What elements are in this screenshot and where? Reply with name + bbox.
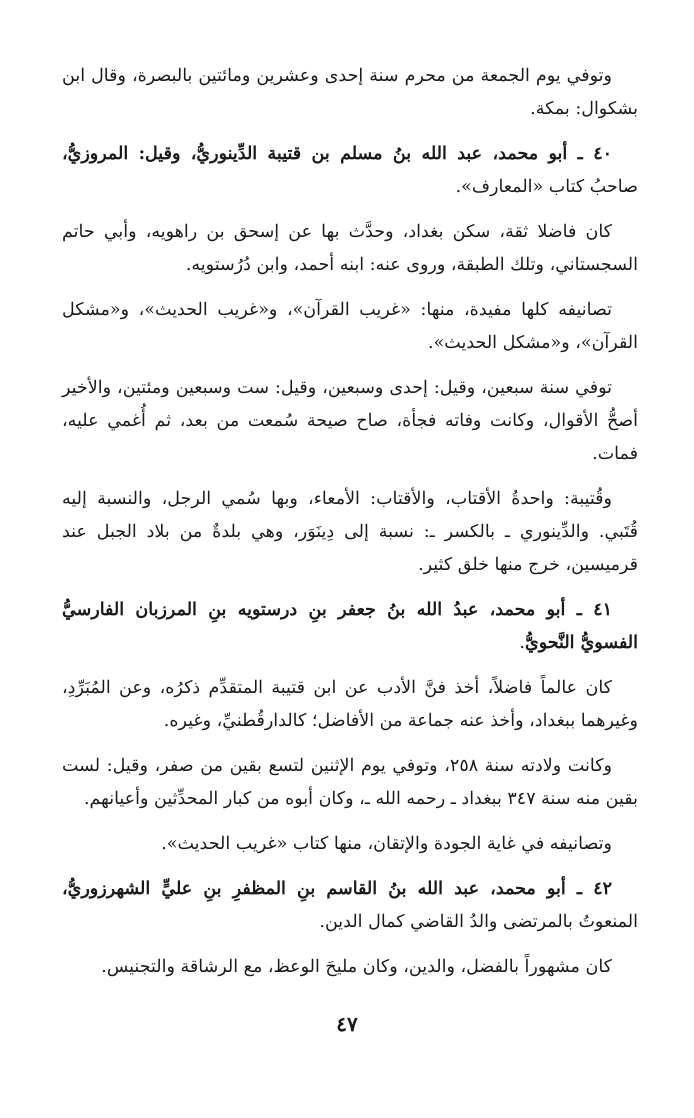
paragraph-text: وقُتيبة: واحدةُ الأقتاب، والأقتاب: الأمعاء، وبها سُمي الرجل، والنسبة إليه قُتَبي. والدِّينوري ـ بالكسر ـ: نسبة إلى دِينَوَر، وهي بلدةٌ من بلاد الجبل عند قرميسين، خرج منها خلق كثير. [62, 489, 638, 575]
entry-42 [62, 873, 638, 939]
entry-text: صاحبُ كتاب «المعارف». [455, 177, 638, 197]
paragraph-9 [62, 750, 638, 816]
entry-text: المنعوتُ بالمرتضى والدُ القاضي كمال الدين. [319, 912, 638, 932]
paragraph-text: توفي سنة سبعين، وقيل: إحدى وسبعين، وقيل: ست وسبعين ومئتين، والأخير أصحُّ الأقوال، وكانت وفاته فجأة، صاح صيحة سُمعت من بعد، ثم أُغمي عليه، فمات. [62, 378, 638, 464]
entry-heading: ٤٠ ـ أبو محمد، عبد الله بنُ مسلم بن قتيبة الدِّينوريُّ، وقيل: المروزيُّ، [62, 144, 612, 164]
paragraph-6 [62, 483, 638, 582]
entry-41 [62, 594, 638, 660]
page-number: ٤٧ [336, 1012, 358, 1036]
paragraph-4 [62, 294, 638, 360]
paragraph-text: وتوفي يوم الجمعة من محرم سنة إحدى وعشرين ومائتين بالبصرة، وقال ابن بشكوال: بمكة. [62, 66, 638, 119]
entry-text: . [519, 633, 525, 653]
paragraph-text: كان فاضلا ثقة، سكن بغداد، وحدَّث بها عن إسحق بن راهويه، وأبي حاتم السجستاني، وتلك الطبقة، وروى عنه: ابنه أحمد، وابن دُرُستويه. [62, 222, 638, 275]
paragraph-10 [62, 828, 638, 861]
page-body [62, 60, 638, 996]
paragraph-text: تصانيفه كلها مفيدة، منها: «غريب القرآن»، و«غريب الحديث»، و«مشكل القرآن»، و«مشكل الحديث». [62, 300, 638, 353]
paragraph-12 [62, 951, 638, 984]
paragraph-1 [62, 60, 638, 126]
entry-heading: ٤١ ـ أبو محمد، عبدُ الله بنُ جعفر بنِ درستويه بنِ المرزبان الفارسيُّ الفسويُّ النَّحويُّ [62, 600, 638, 653]
paragraph-text: كان مشهوراً بالفضل، والدين، وكان مليحَ الوعظ، مع الرشاقة والتجنيس. [101, 957, 612, 977]
entry-heading: ٤٢ ـ أبو محمد، عبد الله بنُ القاسم بنِ المظفرِ بنِ عليٍّ الشهرزوريُّ، [62, 879, 612, 899]
paragraph-8 [62, 672, 638, 738]
paragraph-text: وتصانيفه في غاية الجودة والإتقان، منها كتاب «غريب الحديث». [161, 834, 612, 854]
entry-40 [62, 138, 638, 204]
paragraph-text: كان عالماً فاضلاً، أخذ فنَّ الأدب عن ابن قتيبة المتقدِّم ذكرُه، وعن المُبَرِّدِ، وغيرهما ببغداد، وأخذ عنه جماعة من الأفاضل؛ كالدارقُطنيِّ، وغيره. [62, 678, 638, 731]
paragraph-3 [62, 216, 638, 282]
paragraph-text: وكانت ولادته سنة ٢٥٨، وتوفي يوم الإثنين لتسع بقين من صفر، وقيل: لست بقين منه سنة ٣٤٧ ببغداد ـ رحمه الله ـ، وكان أبوه من كبار المحدِّثين وأعيانهم. [62, 756, 638, 809]
paragraph-5 [62, 372, 638, 471]
